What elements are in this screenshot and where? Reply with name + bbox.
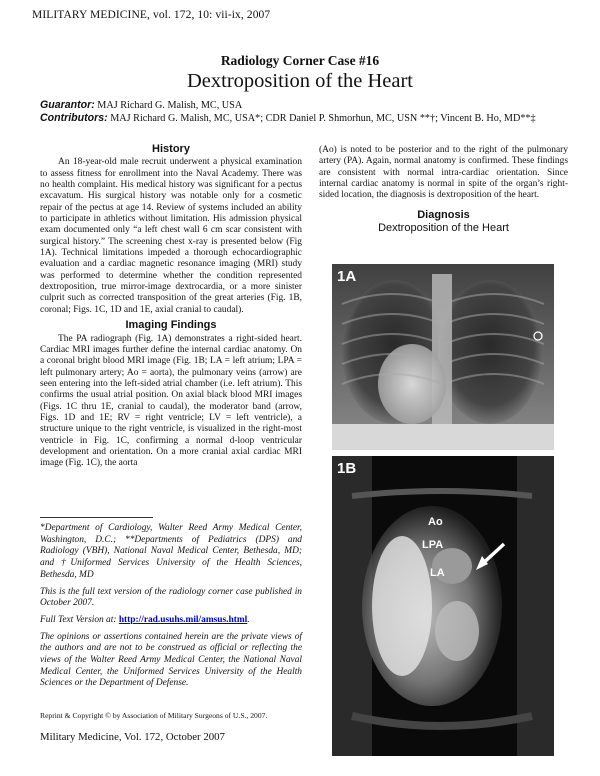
full-text-link[interactable]: http://rad.usuhs.mil/amsus.html <box>118 614 248 625</box>
history-text: An 18-year-old male recruit underwent a physical examination to assess fitness for enrollment into the Naval Academy. There was no health complaint. His medical history was significant for a pectus excavatum. His surgical history was notable only for a cosmetic repair of the pectus at age 14. Review of systems included an ability to participate in athletics without limitation. His admission physical exam documented only “a left chest wall 6 cm scar consistent with surgical history.” The screening chest x-ray is presented below (Fig 1A). Technical limitations impeded a thorough echocardiographic evaluation and a cardiac magnetic resonance imaging (MRI) study was performed to determine whether the condition represented dextroposition, true mirror-image dextrocardia, or a more sinister culprit such as corrected transposition of the great arteries (Fig. 1B, coronal; Figs. 1C, 1D and 1E, axial cranial to caudal). <box>40 157 302 315</box>
full-text-note: This is the full text version of the radiology corner case published in October 2007. <box>40 586 302 609</box>
imaging-heading: Imaging Findings <box>125 319 217 332</box>
guarantor-label: Guarantor: <box>40 99 95 111</box>
figure-1a-label: 1A <box>337 268 357 285</box>
figure-1b-label: 1B <box>337 460 357 477</box>
disclaimer: The opinions or assertions contained herein are the private views of the authors and are not to be construed as official or reflecting the views of the Walter Reed Army Medical Center, the National Naval Medical Center, the Uniformed Services University of the Health Sciences or the Department of Defense. <box>40 631 302 689</box>
history-heading: History <box>152 143 190 155</box>
continued-text: (Ao) is noted to be posterior and to the right of the pulmonary artery (PA). Again, normal anatomy is confirmed. These findings are consistent with normal intra-cardiac orientation. Since internal cardiac anatomy is normal in spite of the organ’s right-sided location, the diagnosis is dextroposition of the heart. <box>319 145 568 201</box>
mri-image <box>332 456 554 756</box>
page-footer: Military Medicine, Vol. 172, October 2007 <box>40 731 225 743</box>
full-text-suffix: . <box>247 614 250 625</box>
annotation-ao: Ao <box>428 516 443 528</box>
figure-1b-mri <box>332 456 554 756</box>
diagnosis-text: Dextroposition of the Heart <box>378 222 509 235</box>
annotation-lpa: LPA <box>422 539 444 551</box>
footnote-divider <box>40 517 153 518</box>
imaging-text: The PA radiograph (Fig. 1A) demonstrates a right-sided heart. Cardiac MRI images further define the internal cardiac anatomy. On a coronal bright blood MRI image (Fig. 1B; LA = left atrium; LPA = left pulmonary artery; Ao = aorta), the pulmonary veins (arrow) are seen entering into the left-sided atrial chamber (i.e. left atrium). This confirms the usual atrial position. On axial black blood MRI images (Figs. 1C thru 1E, cranial to caudal), the moderator band (arrow, Figs. 1D and 1E; RV = right ventricle; LV = left ventricle), a structure unique to the right ventricle, is visualized in the right-most ventricle in Fig. 1C, confirming a normal d-loop ventricular development and orientation. On a more cranial axial cardiac MRI image (Fig. 1C), the aorta <box>40 333 302 469</box>
reprint-notice: Reprint & Copyright © by Association of Military Surgeons of U.S., 2007. <box>40 711 268 720</box>
left-column <box>40 144 302 470</box>
journal-header: MILITARY MEDICINE, vol. 172, 10: vii-ix, 2007 <box>32 9 271 21</box>
article-title: Dextroposition of the Heart <box>186 70 413 92</box>
diagnosis-heading: Diagnosis <box>417 208 470 221</box>
contributors: MAJ Richard G. Malish, MC, USA*; CDR Daniel P. Shmorhun, MC, USN **†; Vincent B. Ho, MD**‡ <box>110 113 536 124</box>
guarantor: MAJ Richard G. Malish, MC, USA <box>97 100 243 111</box>
right-column <box>319 145 568 234</box>
chest-xray-image <box>332 264 554 450</box>
contributors-label: Contributors: <box>40 112 108 124</box>
affiliations: *Department of Cardiology, Walter Reed Army Medical Center, Washington, D.C.; **Departments of Pediatrics (DPS) and Radiology (VBH), National Naval Medical Center, Bethesda, MD; and †Uniformed Services University of the Health Sciences, Bethesda, MD <box>40 523 302 580</box>
footnotes <box>40 523 302 695</box>
case-title: Radiology Corner Case #16 <box>220 53 380 68</box>
figure-1a-chest-xray <box>332 264 554 450</box>
credits <box>40 99 580 125</box>
annotation-la: LA <box>430 567 445 579</box>
full-text-prefix: Full Text Version at: <box>40 614 119 625</box>
full-text-line <box>40 615 302 627</box>
